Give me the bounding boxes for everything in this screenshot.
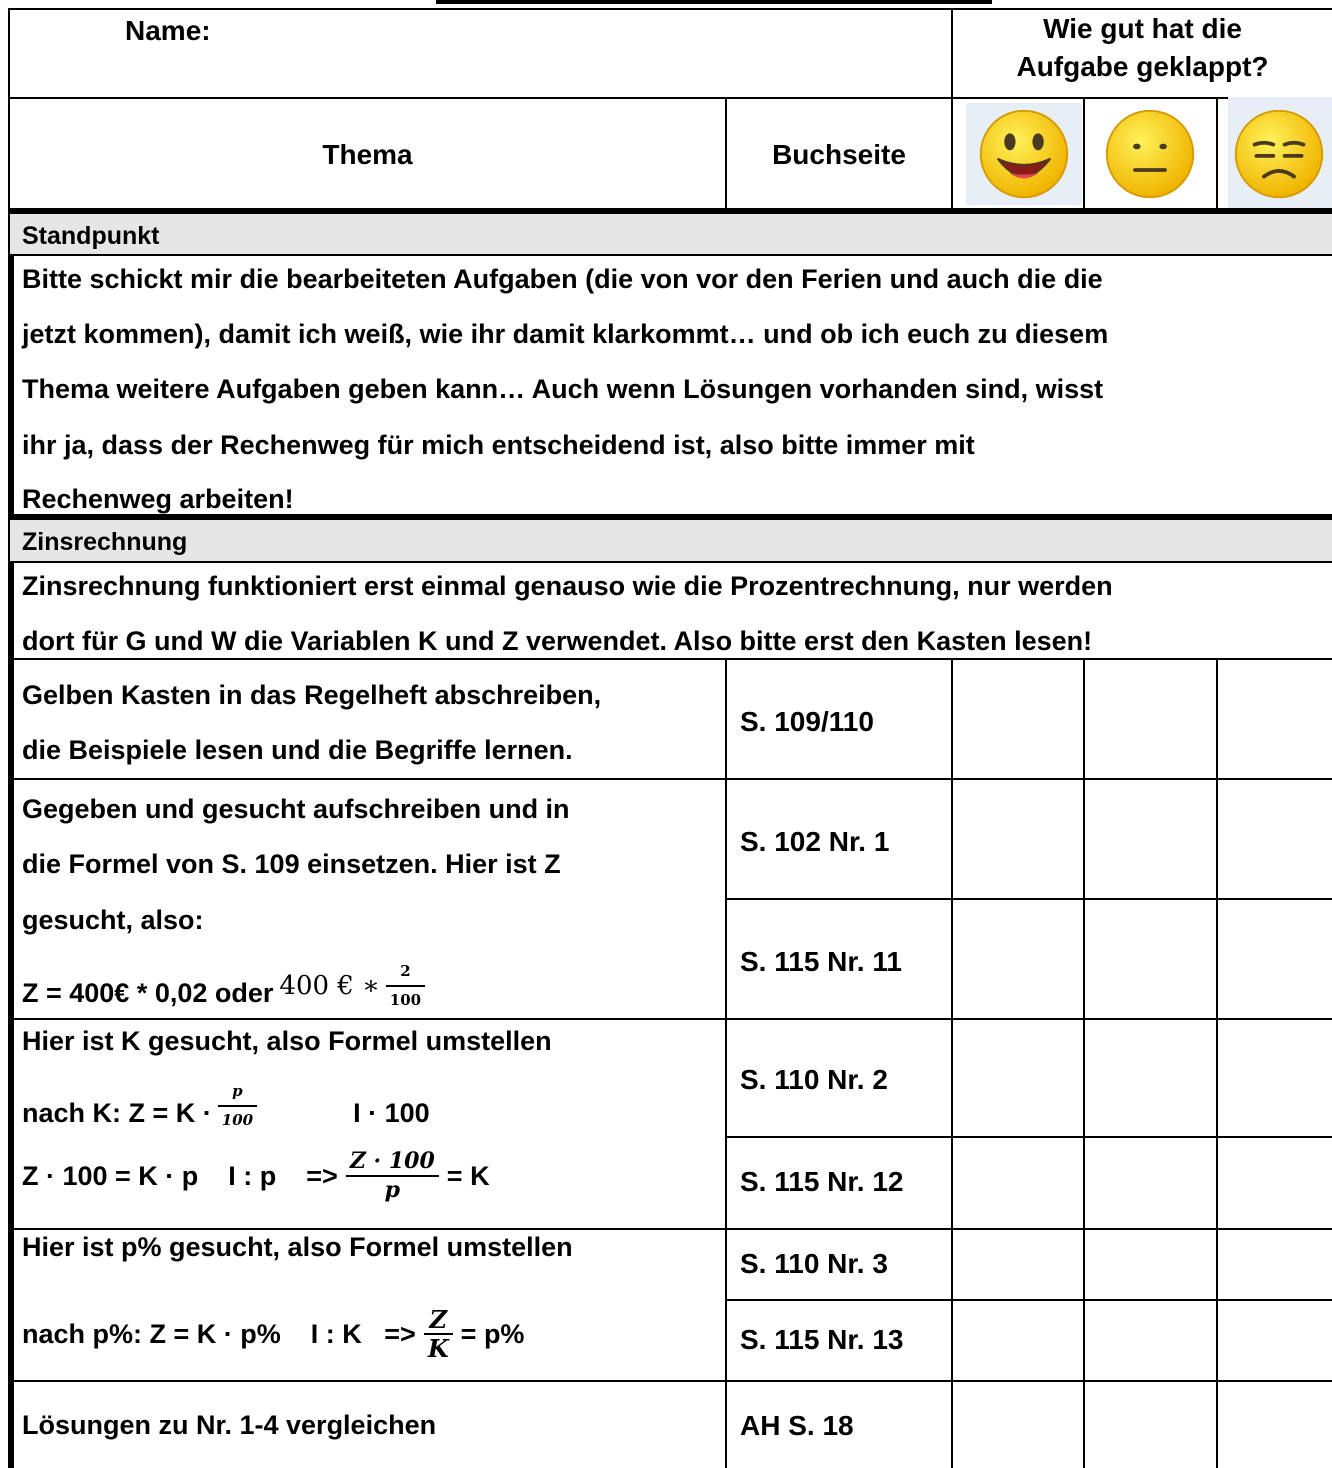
task-2-page-a: S. 102 Nr. 1 xyxy=(740,826,890,857)
column-header-topic: Thema xyxy=(322,139,413,170)
task-3-formula-text: nach K: Z = K · xyxy=(22,1097,212,1128)
fraction-denominator: p xyxy=(384,1177,400,1203)
task-2-line-1: Gegeben und gesucht aufschreiben und in xyxy=(22,794,570,824)
task-5-line-1: Lösungen zu Nr. 1-4 vergleichen xyxy=(22,1410,437,1440)
task-2-line-3: gesucht, also: xyxy=(22,905,204,935)
neutral-face-icon xyxy=(1103,107,1197,201)
task-1-line-2: die Beispiele lesen und die Begriffe lernen. xyxy=(22,735,573,765)
standpunkt-line-4: ihr ja, dass der Rechenweg für mich entscheidend ist, also bitte immer mit xyxy=(22,430,975,460)
zins-line-2: dort für G und W die Variablen K und Z verwendet. Also bitte erst den Kasten lesen! xyxy=(22,626,1093,656)
task-4-formula-text: nach p%: Z = K · p% I : K => xyxy=(22,1318,416,1349)
section-title-zinsrechnung: Zinsrechnung xyxy=(22,528,188,556)
name-label: Name: xyxy=(125,15,211,46)
task-3-formula-text-2: Z · 100 = K · p I : p => xyxy=(22,1160,338,1191)
task-1-page: S. 109/110 xyxy=(740,706,874,737)
task-4-line-1: Hier ist p% gesucht, also Formel umstellen xyxy=(22,1232,573,1262)
sad-face-icon xyxy=(1232,107,1326,201)
rating-label-line1: Wie gut hat die xyxy=(1043,13,1242,44)
task-4-page-b: S. 115 Nr. 13 xyxy=(740,1324,904,1355)
title-underline xyxy=(436,0,992,4)
task-3-result: = K xyxy=(446,1160,490,1191)
task-4-page-a: S. 110 Nr. 3 xyxy=(740,1248,888,1279)
task-3-fraction-2 xyxy=(346,1148,439,1204)
task-5-page: AH S. 18 xyxy=(740,1410,854,1441)
task-3-page-b: S. 115 Nr. 12 xyxy=(740,1166,904,1197)
task-2-page-b: S. 115 Nr. 11 xyxy=(740,946,902,977)
task-3-fraction xyxy=(218,1078,257,1134)
section-title-standpunkt: Standpunkt xyxy=(22,222,160,250)
task-2-fraction xyxy=(386,958,425,1014)
standpunkt-line-2: jetzt kommen), damit ich weiß, wie ihr damit klarkommt… und ob ich euch zu diesem xyxy=(22,319,1109,349)
task-3-line-2 xyxy=(22,1078,430,1134)
happy-face-icon xyxy=(977,107,1071,201)
column-header-page: Buchseite xyxy=(772,139,906,170)
fraction-denominator: 100 xyxy=(221,1111,254,1129)
fraction-denominator: 100 xyxy=(389,991,422,1009)
task-2-line-4 xyxy=(22,958,425,1014)
task-4-line-2 xyxy=(22,1306,524,1362)
standpunkt-line-3: Thema weitere Aufgaben geben kann… Auch wenn Lösungen vorhanden sind, wisst xyxy=(22,374,1104,404)
task-2-formula-text: Z = 400€ * 0,02 oder xyxy=(22,977,274,1008)
task-3-page-a: S. 110 Nr. 2 xyxy=(740,1064,888,1095)
fraction-numerator: p xyxy=(218,1078,257,1107)
task-3-line-3 xyxy=(22,1148,490,1204)
task-2-line-2: die Formel von S. 109 einsetzen. Hier ist Z xyxy=(22,849,561,879)
task-3-line-1: Hier ist K gesucht, also Formel umstellen xyxy=(22,1026,552,1056)
task-3-operation: I · 100 xyxy=(353,1097,430,1128)
standpunkt-line-1: Bitte schickt mir die bearbeiteten Aufgaben (die von vor den Ferien und auch die die xyxy=(22,264,1103,294)
task-2-formula-amount: 400 € ∗ xyxy=(279,970,380,1001)
zins-line-1: Zinsrechnung funktioniert erst einmal genauso wie die Prozentrechnung, nur werden xyxy=(22,571,1113,601)
rating-label-line2: Aufgabe geklappt? xyxy=(1016,51,1269,82)
fraction-numerator: Z · 100 xyxy=(346,1148,439,1177)
fraction-numerator: 2 xyxy=(386,958,425,987)
task-4-fraction xyxy=(424,1306,453,1362)
task-1-line-1: Gelben Kasten in das Regelheft abschreiben, xyxy=(22,680,602,710)
fraction-denominator: K xyxy=(427,1334,449,1363)
task-4-result: = p% xyxy=(460,1318,525,1349)
standpunkt-line-5: Rechenweg arbeiten! xyxy=(22,484,294,514)
fraction-numerator: Z xyxy=(424,1306,453,1335)
